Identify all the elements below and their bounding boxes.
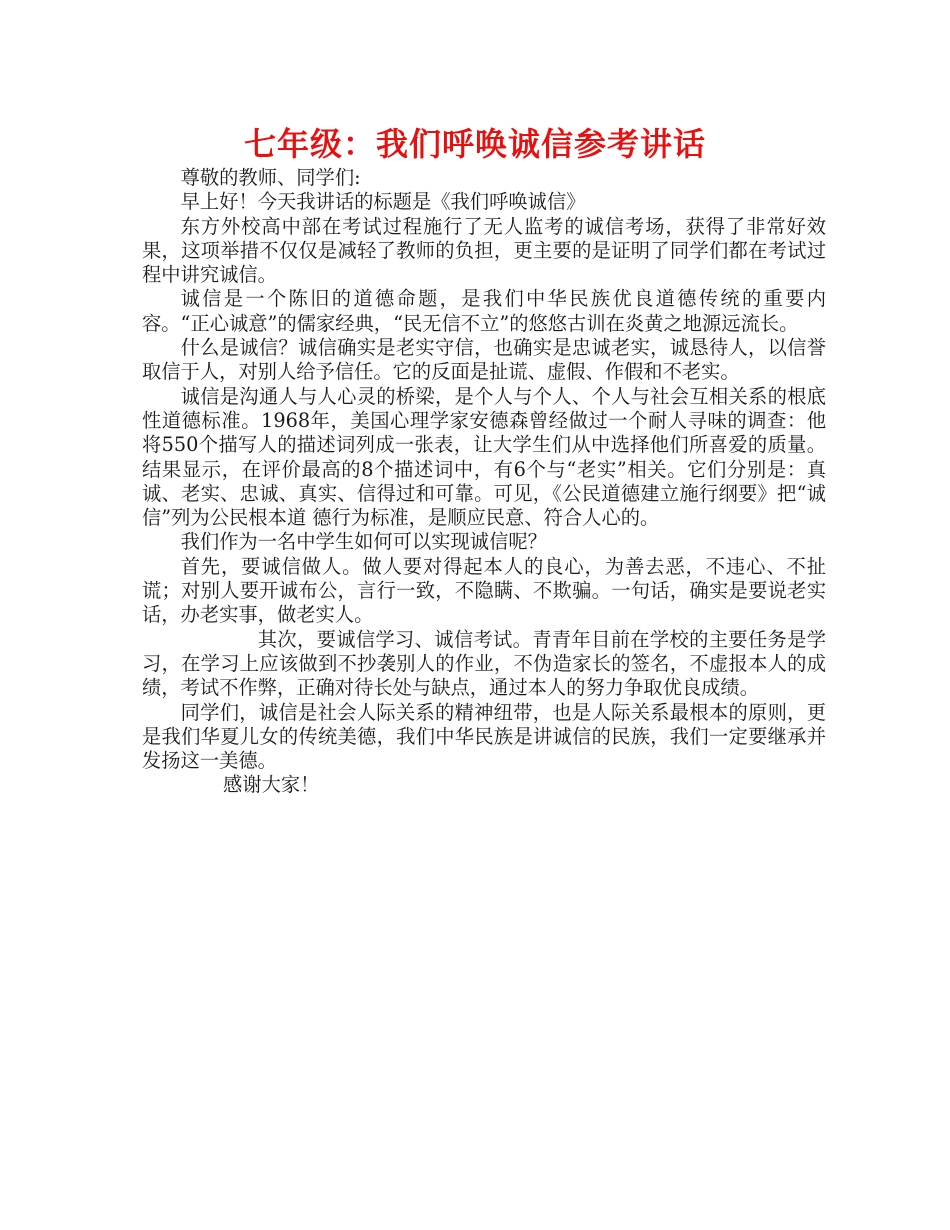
paragraph: 同学们，诚信是社会人际关系的精神纽带，也是人际关系最根本的原则，更是我们华夏儿女的传统美德，我们中华民族是讲诚信的民族，我们一定要继承并发扬这一美德。 xyxy=(142,700,826,773)
document-title: 七年级：我们呼唤诚信参考讲话 xyxy=(243,125,706,163)
paragraph: 首先，要诚信做人。做人要对得起本人的良心，为善去恶，不违心、不扯谎；对别人要开诚布公，言行一致，不隐瞒、不欺骗。一句话，确实是要说老实话，办老实事，做老实人。 xyxy=(142,554,826,627)
paragraph: 东方外校高中部在考试过程施行了无人监考的诚信考场，获得了非常好效果，这项举措不仅仅是减轻了教师的负担，更主要的是证明了同学们都在考试过程中讲究诚信。 xyxy=(142,214,826,287)
paragraph: 其次，要诚信学习、诚信考试。青青年目前在学校的主要任务是学习，在学习上应该做到不抄袭别人的作业，不伪造家长的签名，不虚报本人的成绩，考试不作弊，正确对待长处与缺点，通过本人的努力争取优良成绩。 xyxy=(142,627,826,700)
document-body xyxy=(142,166,826,798)
greeting: 早上好！今天我讲话的标题是《我们呼唤诚信》 xyxy=(180,190,586,214)
paragraph: 我们作为一名中学生如何可以实现诚信呢？ xyxy=(180,530,547,554)
paragraph: 诚信是沟通人与人心灵的桥梁，是个人与个人、个人与社会互相关系的根底性道德标准。1968年，美国心理学家安德森曾经做过一个耐人寻味的调查：他将550个描写人的描述词列成一张表，让大学生们从中选择他们所喜爱的质量。结果显示，在评价最高的8个描述词中，有6个与“老实”相关。它们分别是：真诚、老实、忠诚、真实、信得过和可靠。可见，《公民道德建立施行纲要》把“诚信”列为公民根本道 德行为标准，是顺应民意、符合人心的。 xyxy=(142,384,826,530)
paragraph: 什么是诚信？诚信确实是老实守信，也确实是忠诚老实，诚恳待人，以信誉取信于人，对别人给予信任。它的反面是扯谎、虚假、作假和不老实。 xyxy=(142,336,826,384)
paragraph: 诚信是一个陈旧的道德命题，是我们中华民族优良道德传统的重要内容。“正心诚意”的儒家经典，“民无信不立”的悠悠古训在炎黄之地源远流长。 xyxy=(142,287,826,335)
salutation: 尊敬的教师、同学们: xyxy=(180,166,361,189)
closing-line: 感谢大家！ xyxy=(223,773,320,797)
